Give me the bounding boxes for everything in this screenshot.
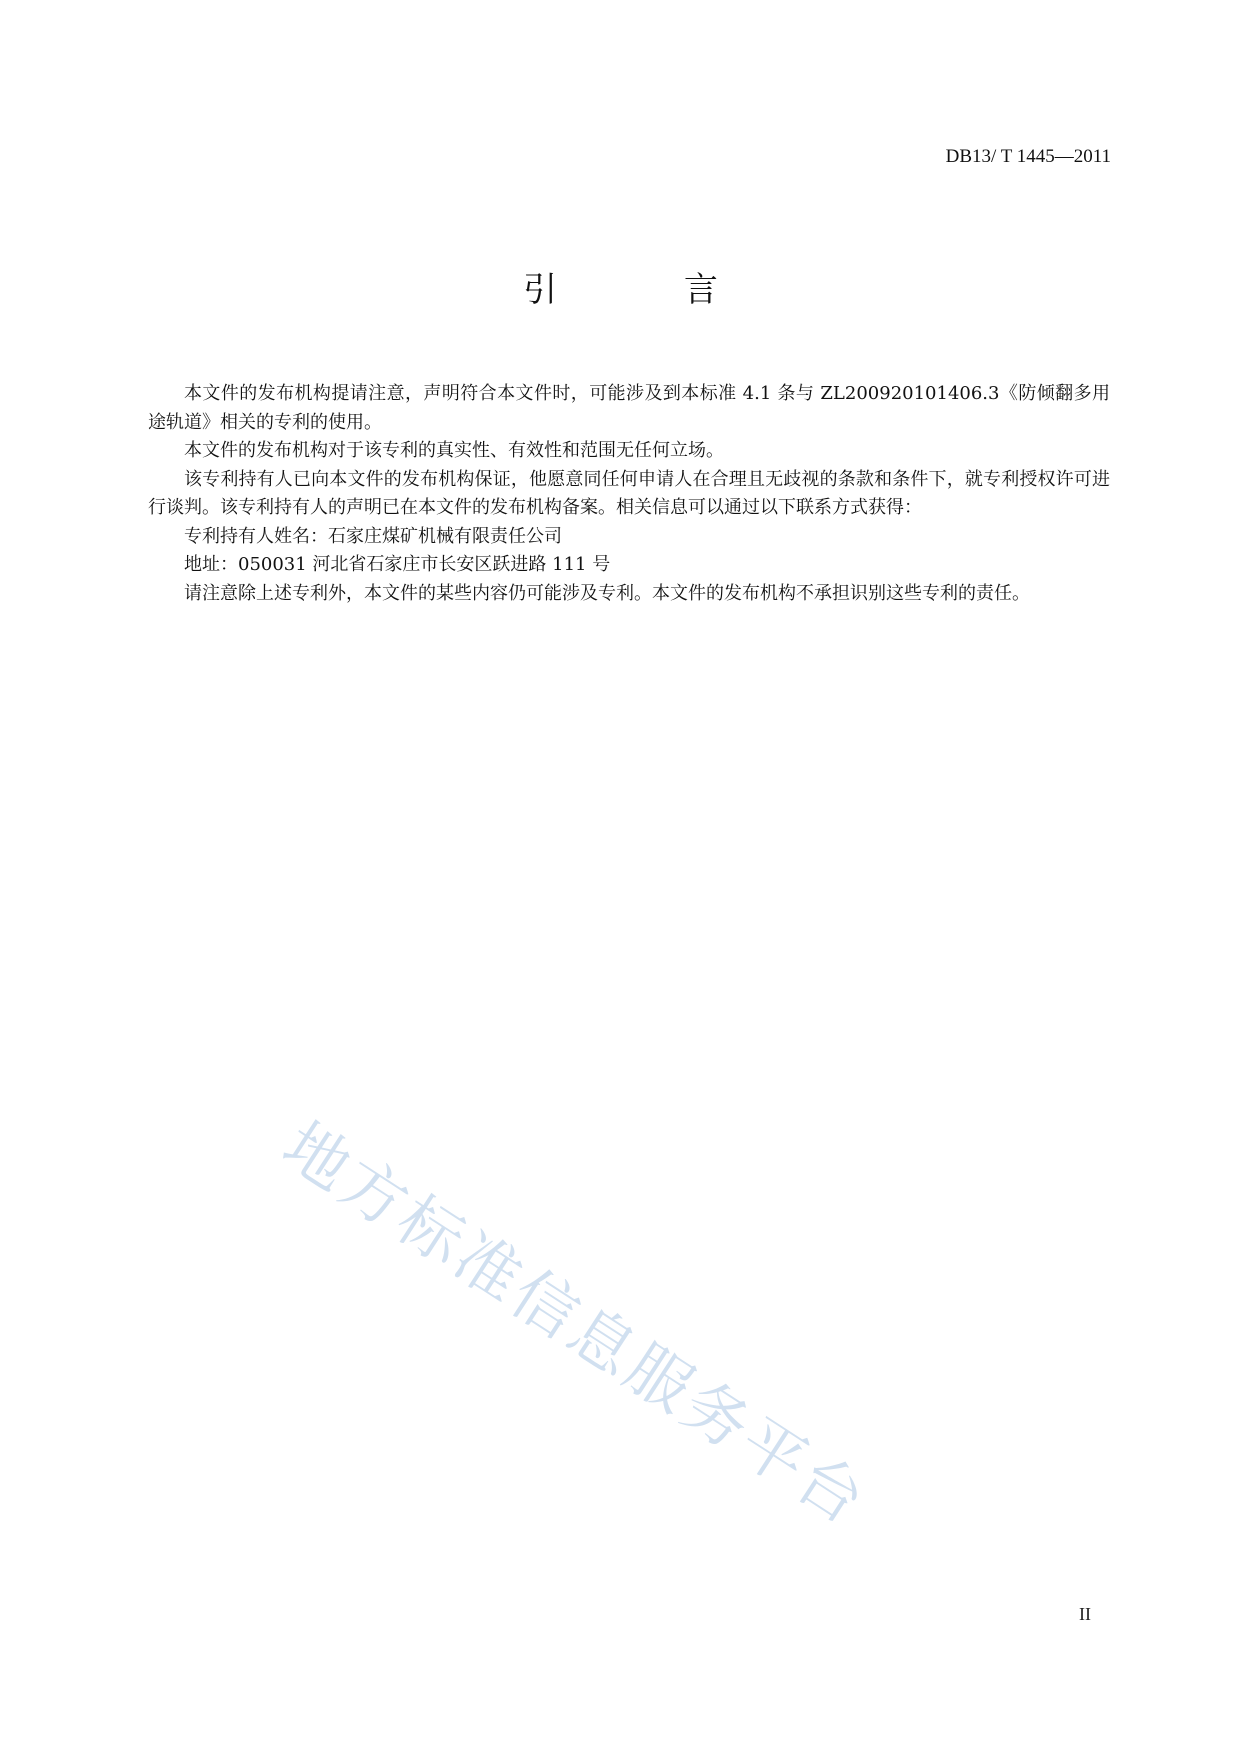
page-number: II xyxy=(1079,1604,1091,1624)
page-title: 引 言 xyxy=(523,270,776,310)
paragraph-holder-name: 专利持有人姓名：石家庄煤矿机械有限责任公司 xyxy=(184,525,562,547)
paragraph-patent-notice: 本文件的发布机构提请注意，声明符合本文件时，可能涉及到本标准 4.1 条与 ZL200920101406.3《防倾翻多用途轨道》相关的专利的使用。 xyxy=(148,383,1110,433)
paragraph-licensing: 该专利持有人已向本文件的发布机构保证，他愿意同任何申请人在合理且无歧视的条款和条件下，就专利授权许可进行谈判。该专利持有人的声明已在本文件的发布机构备案。相关信息可以通过以下联系方式获得： xyxy=(148,468,1110,518)
document-code: DB13/ T 1445—2011 xyxy=(945,146,1111,167)
paragraph-other-patents: 请注意除上述专利外，本文件的某些内容仍可能涉及专利。本文件的发布机构不承担识别这些专利的责任。 xyxy=(184,582,1030,604)
paragraph-address: 地址：050031 河北省石家庄市长安区跃进路 111 号 xyxy=(184,554,611,575)
body-text xyxy=(148,380,1110,608)
watermark: 地方标准信息服务平台 xyxy=(269,1108,881,1541)
paragraph-no-position: 本文件的发布机构对于该专利的真实性、有效性和范围无任何立场。 xyxy=(184,440,724,461)
